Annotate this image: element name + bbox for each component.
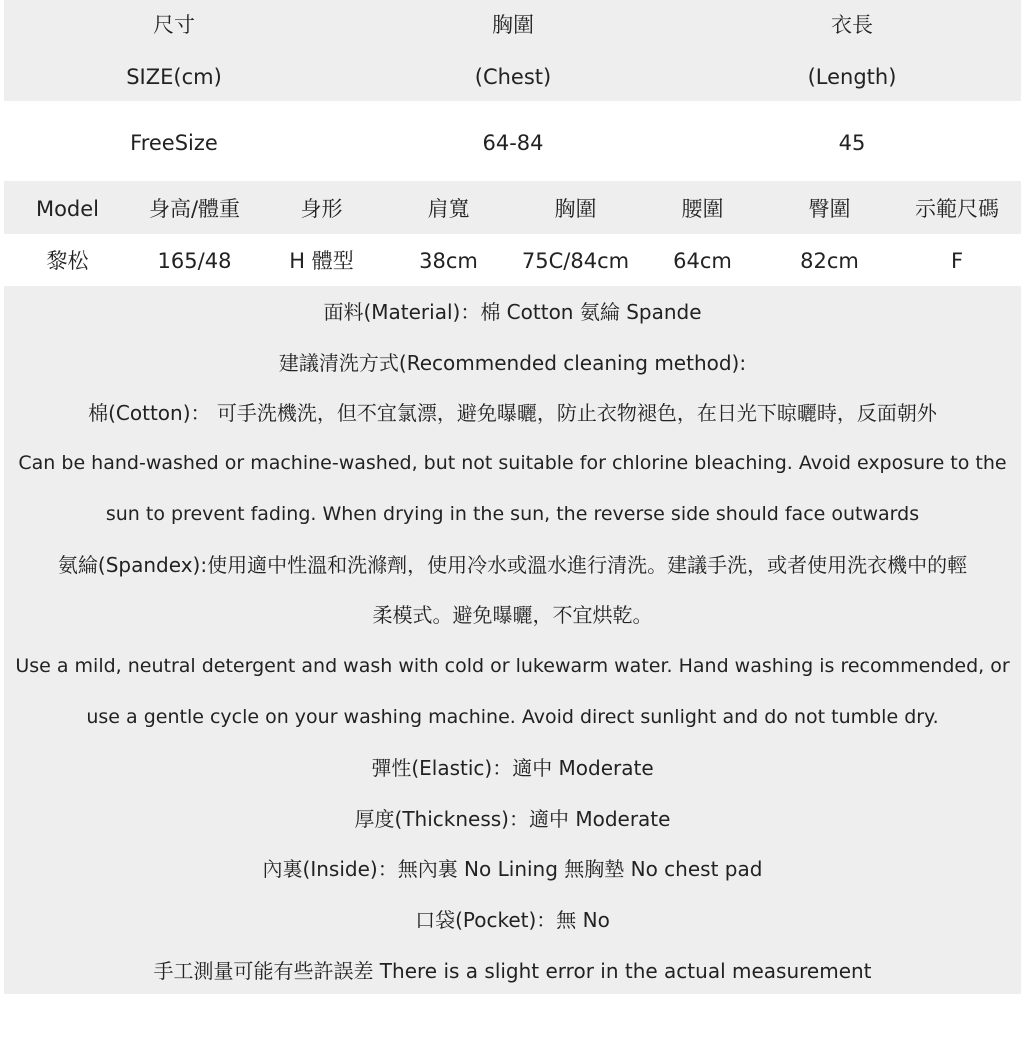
size-cell-length: 45 — [838, 131, 866, 155]
model-cell-sample-size: F — [950, 249, 964, 273]
model-table-row — [4, 234, 1021, 286]
cotton-care-en-2: sun to prevent fading. When drying in the sun, the reverse side should face outwards — [105, 503, 920, 525]
size-header-chest-zh: 胸圍 — [492, 13, 534, 37]
product-info — [4, 286, 1021, 994]
model-cell-chest: 75C/84cm — [521, 249, 630, 273]
size-cell-chest: 64-84 — [482, 131, 544, 155]
model-header-sample-size: 示範尺碼 — [915, 197, 999, 221]
model-header-chest: 胸圍 — [554, 197, 597, 221]
model-header-hip: 臀圍 — [808, 197, 851, 221]
cotton-care-en-1: Can be hand-washed or machine-washed, but not suitable for chlorine bleaching. Avoid exposure to the — [18, 452, 1007, 474]
size-table-header — [4, 0, 1021, 101]
model-cell-body-shape: H 體型 — [289, 249, 354, 273]
size-header-length-en: (Length) — [807, 65, 897, 89]
size-header-chest-en: (Chest) — [474, 65, 552, 89]
model-header-body-shape: 身形 — [300, 197, 343, 221]
size-header-size-zh: 尺寸 — [153, 13, 195, 37]
model-cell-hip: 82cm — [800, 249, 859, 273]
model-header-waist: 腰圍 — [681, 197, 724, 221]
thickness-line: 厚度(Thickness)：適中 Moderate — [354, 807, 671, 831]
model-header-model: Model — [35, 197, 100, 221]
inside-line: 內裏(Inside)：無內裏 No Lining 無胸墊 No chest pad — [262, 857, 763, 881]
model-cell-shoulder: 38cm — [419, 249, 478, 273]
model-table-header — [4, 181, 1021, 234]
spandex-care-zh-2: 柔模式。避免曝曬，不宜烘乾。 — [372, 603, 653, 627]
spandex-care-en-2: use a gentle cycle on your washing machine. Avoid direct sunlight and do not tumble dry. — [86, 706, 939, 728]
spandex-care-en-1: Use a mild, neutral detergent and wash with cold or lukewarm water. Hand washing is recommended, or — [15, 655, 1010, 677]
size-table-row — [4, 101, 1021, 181]
spandex-care-zh-1: 氨綸(Spandex):使用適中性溫和洗滌劑，使用冷水或溫水進行清洗。建議手洗，或者使用洗衣機中的輕 — [57, 553, 968, 577]
cleaning-title: 建議清洗方式(Recommended cleaning method): — [278, 351, 747, 375]
model-cell-name: 黎松 — [46, 249, 89, 273]
size-header-length-zh: 衣長 — [831, 13, 873, 37]
model-cell-waist: 64cm — [673, 249, 732, 273]
size-cell-size: FreeSize — [130, 131, 218, 155]
model-header-height-weight: 身高/體重 — [148, 197, 241, 221]
elastic-line: 彈性(Elastic)：適中 Moderate — [371, 756, 654, 780]
model-header-shoulder: 肩寬 — [427, 197, 470, 221]
cotton-care-zh: 棉(Cotton)： 可手洗機洗，但不宜氯漂，避免曝曬，防止衣物褪色，在日光下晾曬時，反面朝外 — [88, 401, 937, 425]
material-line: 面料(Material)：棉 Cotton 氨綸 Spande — [323, 300, 702, 324]
measurement-note: 手工測量可能有些許誤差 There is a slight error in the actual measurement — [153, 959, 872, 983]
size-header-size-en: SIZE(cm) — [126, 65, 222, 89]
model-cell-height-weight: 165/48 — [157, 249, 232, 273]
pocket-line: 口袋(Pocket)：無 No — [415, 908, 610, 932]
